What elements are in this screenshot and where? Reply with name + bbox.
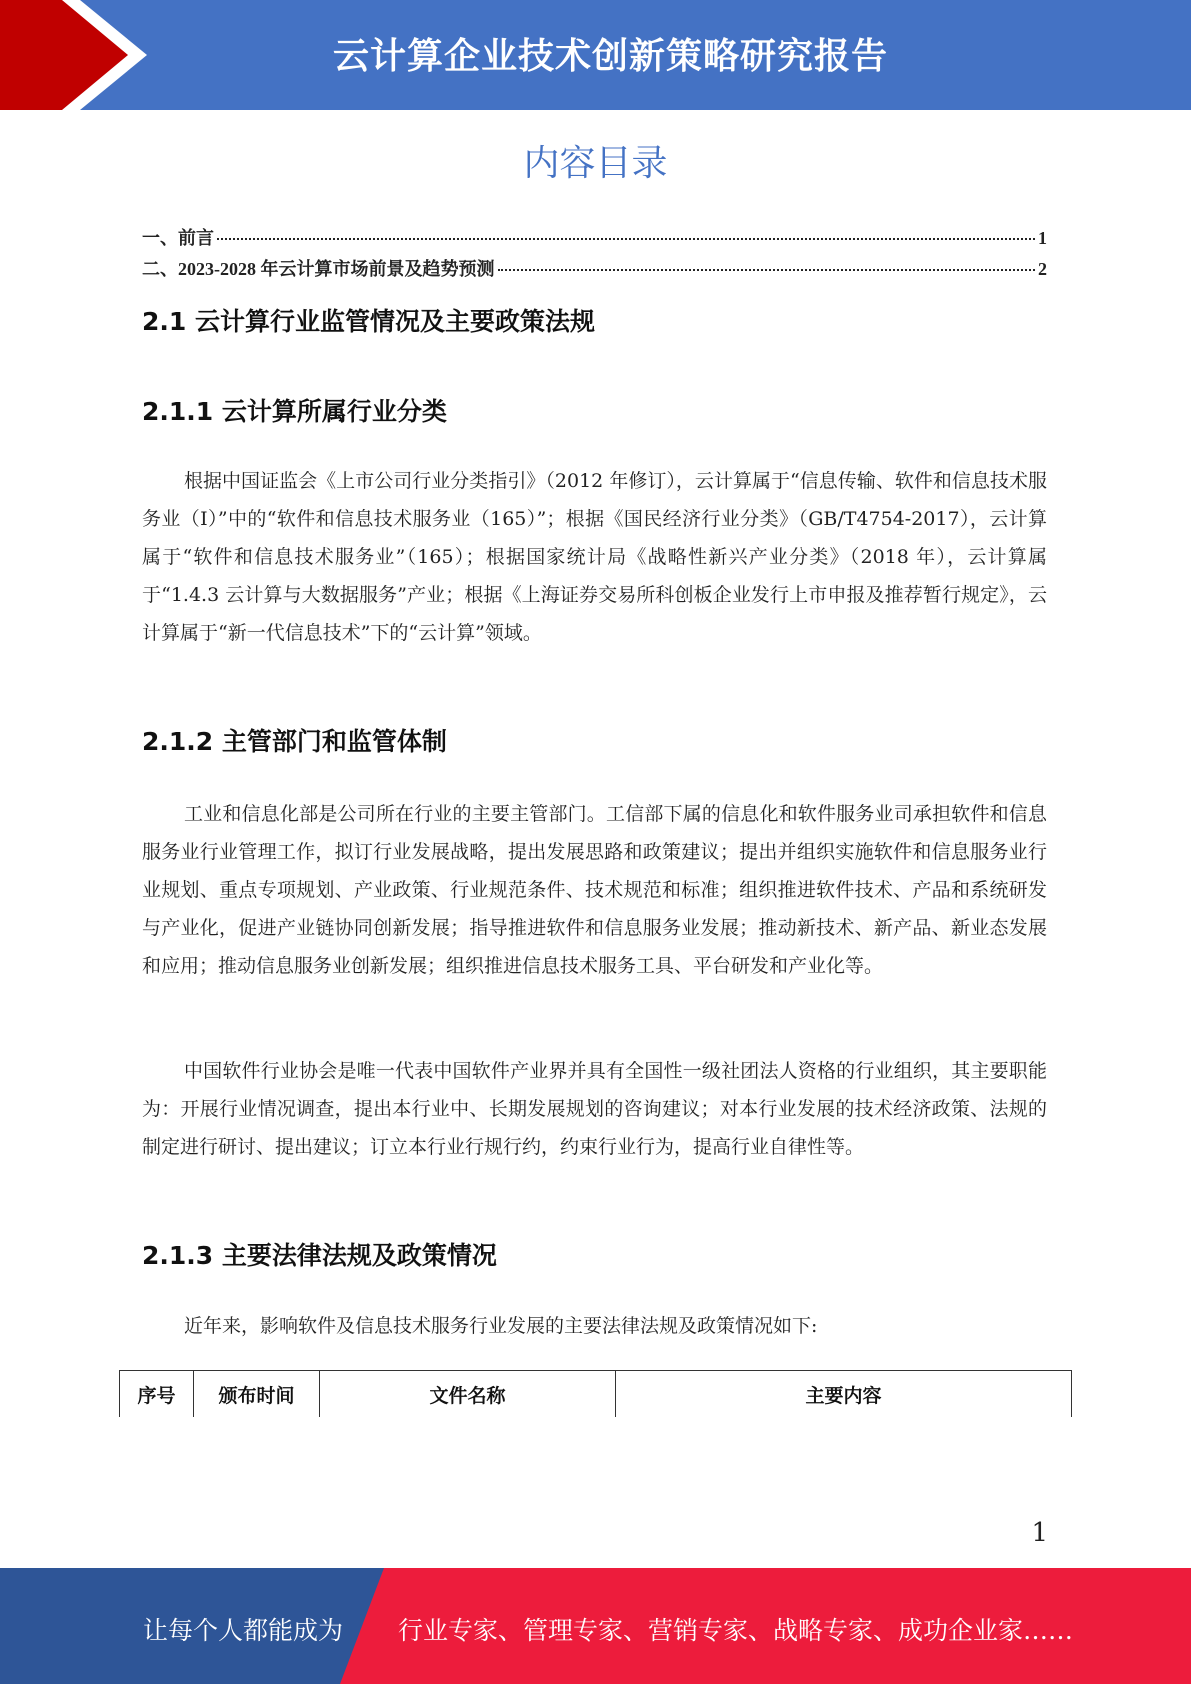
section-heading-2-1-2: 2.1.2 主管部门和监管体制 (142, 727, 447, 756)
report-title: 云计算企业技术创新策略研究报告 (332, 36, 888, 77)
paragraph-industry-classification: 根据中国证监会《上市公司行业分类指引》（2012 年修订），云计算属于“信息传输、软件和信息技术服务业（I）”中的“软件和信息技术服务业（165）”；根据《国民经济行业分类》（GB/T4754-2017），云计算属于“软件和信息技术服务业”（165）；根据国家统计局《战略性新兴产业分类》（2018 年），云计算属于“1.4.3 云计算与大数据服务”产业；根据《上海证券交易所科创板企业发行上市申报及推荐暂行规定》，云计算属于“新一代信息技术”下的“云计算”领域。 (142, 470, 1047, 644)
header-banner (0, 0, 1191, 110)
page-number: 1 (1031, 1518, 1048, 1548)
footer-slogan-left: 让每个人都能成为 (143, 1616, 344, 1645)
toc-entry-page: 1 (1038, 228, 1047, 248)
toc-entry-label: 二、2023-2028 年云计算市场前景及趋势预测 (142, 259, 495, 279)
table-header-row (120, 1371, 1072, 1418)
footer-banner (0, 1568, 1191, 1684)
paragraph-regulatory-body: 工业和信息化部是公司所在行业的主要主管部门。工信部下属的信息化和软件服务业司承担软件和信息服务业行业管理工作，拟订行业发展战略，提出发展思路和政策建议；提出并组织实施软件和信息服务业行业规划、重点专项规划、产业政策、行业规范条件、技术规范和标准；组织推进软件技术、产品和系统研发与产业化，促进产业链协同创新发展；指导推进软件和信息服务业发展；推动新技术、新产品、新业态发展和应用；推动信息服务业创新发展；组织推进信息技术服务工具、平台研发和产业化等。 (142, 803, 1047, 977)
footer-slogan-right: 行业专家、管理专家、营销专家、战略专家、成功企业家…… (398, 1616, 1074, 1645)
paragraph-industry-association: 中国软件行业协会是唯一代表中国软件产业界并具有全国性一级社团法人资格的行业组织，其主要职能为：开展行业情况调查，提出本行业中、长期发展规划的咨询建议；对本行业发展的技术经济政策、法规的制定进行研讨、提出建议；订立本行业行规行约，约束行业行为，提高行业自律性等。 (142, 1060, 1047, 1158)
policy-table (119, 1370, 1072, 1417)
toc-leader (498, 269, 1036, 271)
toc-entry-forecast[interactable] (142, 255, 1047, 286)
table-header-index: 序号 (120, 1371, 194, 1418)
section-heading-2-1-1: 2.1.1 云计算所属行业分类 (142, 397, 447, 426)
toc-leader (217, 238, 1035, 240)
table-header-date: 颁布时间 (194, 1371, 320, 1418)
toc-heading: 内容目录 (523, 143, 668, 184)
toc-entry-preface[interactable] (142, 224, 1047, 255)
toc-entry-label: 一、前言 (142, 228, 214, 248)
table-of-contents (142, 224, 1047, 286)
paragraph-policy-intro: 近年来，影响软件及信息技术服务行业发展的主要法律法规及政策情况如下: (184, 1315, 818, 1337)
table-header-document-name: 文件名称 (320, 1371, 616, 1418)
section-heading-2-1: 2.1 云计算行业监管情况及主要政策法规 (142, 307, 595, 336)
section-heading-2-1-3: 2.1.3 主要法律法规及政策情况 (142, 1241, 497, 1270)
toc-entry-page: 2 (1038, 259, 1047, 279)
table-header-main-content: 主要内容 (616, 1371, 1072, 1418)
